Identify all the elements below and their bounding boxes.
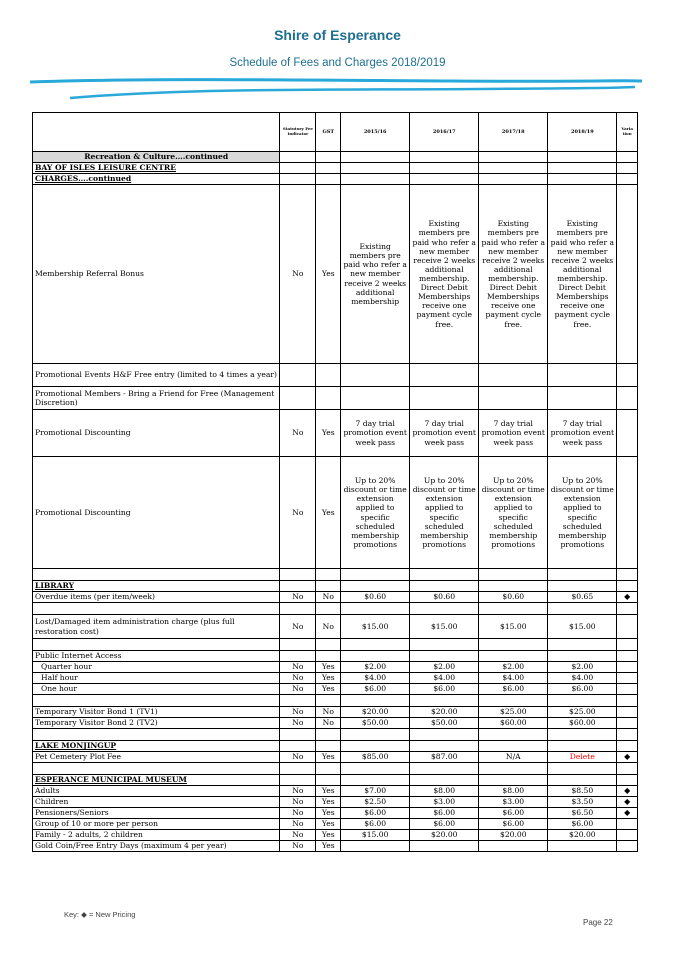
fee-2015-16: $0.60 — [341, 592, 410, 603]
fee-2016-17: $3.00 — [410, 797, 479, 808]
header-gst: GST — [316, 113, 341, 152]
fee-2018-19: $20.00 — [548, 830, 617, 841]
fee-2017-18: $2.00 — [479, 662, 548, 673]
stat-cell: No — [280, 615, 316, 639]
gst-cell: No — [316, 707, 341, 718]
fee-2017-18: $6.00 — [479, 684, 548, 695]
gst-cell: No — [316, 718, 341, 729]
fee-2017-18: $6.00 — [479, 819, 548, 830]
fee-2017-18: $0.60 — [479, 592, 548, 603]
fee-2018-19: $6.00 — [548, 684, 617, 695]
table-row — [33, 673, 638, 684]
table-row — [33, 797, 638, 808]
table-row — [33, 752, 638, 763]
header-2018-19: 2018/19 — [548, 113, 617, 152]
fee-2015-16: $15.00 — [341, 830, 410, 841]
spacer-row — [33, 603, 638, 615]
row-label: Promotional Discounting — [33, 410, 280, 457]
table-row — [33, 662, 638, 673]
fee-2015-16: $4.00 — [341, 673, 410, 684]
row-label: Half hour — [33, 673, 280, 684]
gst-cell: Yes — [316, 786, 341, 797]
gst-cell: Yes — [316, 457, 341, 569]
fee-2015-16: $2.00 — [341, 662, 410, 673]
table-row — [33, 651, 638, 662]
fee-2015-16: $15.00 — [341, 615, 410, 639]
row-label: Gold Coin/Free Entry Days (maximum 4 per year) — [33, 841, 280, 852]
subsection-museum: ESPERANCE MUNICIPAL MUSEUM — [33, 775, 280, 786]
new-pricing-diamond-icon: ◆ — [617, 752, 638, 763]
table-row — [33, 819, 638, 830]
row-label: Adults — [33, 786, 280, 797]
gst-cell: Yes — [316, 830, 341, 841]
header-2016-17: 2016/17 — [410, 113, 479, 152]
fee-2016-17: $20.00 — [410, 707, 479, 718]
row-label: Promotional Events H&F Free entry (limited to 4 times a year) — [33, 364, 280, 387]
fee-2017-18: $4.00 — [479, 673, 548, 684]
row-label: Family - 2 adults, 2 children — [33, 830, 280, 841]
fee-2017-18: $6.00 — [479, 808, 548, 819]
new-pricing-diamond-icon: ◆ — [617, 592, 638, 603]
subsection-charges: CHARGES….continued — [33, 174, 280, 185]
table-row — [33, 457, 638, 569]
row-label: Pensioners/Seniors — [33, 808, 280, 819]
header-description — [33, 113, 280, 152]
stat-cell: No — [280, 410, 316, 457]
table-row — [33, 410, 638, 457]
header-2015-16: 2015/16 — [341, 113, 410, 152]
fee-2017-18: Existing members pre paid who refer a new member receive 2 weeks additional membership. Direct Debit Memberships receive one payment cycle free. — [479, 185, 548, 364]
section-recreation: Recreation & Culture….continued — [33, 152, 280, 163]
table-row — [33, 786, 638, 797]
row-label: Overdue items (per item/week) — [33, 592, 280, 603]
fee-2015-16: $6.00 — [341, 684, 410, 695]
fee-2017-18: 7 day trial promotion event week pass — [479, 410, 548, 457]
gst-cell: Yes — [316, 662, 341, 673]
spacer-row — [33, 695, 638, 707]
fee-2018-19: Up to 20% discount or time extension applied to specific scheduled membership promotions — [548, 457, 617, 569]
gst-cell: Yes — [316, 185, 341, 364]
fee-2015-16: $20.00 — [341, 707, 410, 718]
stat-cell: No — [280, 684, 316, 695]
row-label: Public Internet Access — [33, 651, 280, 662]
fee-2018-19: 7 day trial promotion event week pass — [548, 410, 617, 457]
table-row — [33, 684, 638, 695]
subsection-row — [33, 741, 638, 752]
table-row — [33, 364, 638, 387]
fee-2015-16: Up to 20% discount or time extension applied to specific scheduled membership promotions — [341, 457, 410, 569]
fee-2018-19: $6.50 — [548, 808, 617, 819]
fee-2015-16: $50.00 — [341, 718, 410, 729]
fee-2018-19: $3.50 — [548, 797, 617, 808]
stat-cell: No — [280, 707, 316, 718]
header-2017-18: 2017/18 — [479, 113, 548, 152]
subsection-library: LIBRARY — [33, 581, 280, 592]
fee-2015-16: $6.00 — [341, 819, 410, 830]
stat-cell: No — [280, 457, 316, 569]
fee-2016-17: Up to 20% discount or time extension applied to specific scheduled membership promotions — [410, 457, 479, 569]
gst-cell: Yes — [316, 797, 341, 808]
gst-cell: Yes — [316, 808, 341, 819]
fee-2015-16: $7.00 — [341, 786, 410, 797]
table-row — [33, 707, 638, 718]
stat-cell: No — [280, 819, 316, 830]
fee-2017-18: $60.00 — [479, 718, 548, 729]
fee-2017-18: $15.00 — [479, 615, 548, 639]
fee-2016-17: $0.60 — [410, 592, 479, 603]
subsection-row — [33, 174, 638, 185]
fee-2018-19: $25.00 — [548, 707, 617, 718]
page-number: Page 22 — [583, 918, 613, 927]
fee-2018-19: $60.00 — [548, 718, 617, 729]
fee-2017-18: $25.00 — [479, 707, 548, 718]
table-row — [33, 387, 638, 410]
gst-cell: Yes — [316, 752, 341, 763]
stat-cell: No — [280, 673, 316, 684]
fee-2016-17: $2.00 — [410, 662, 479, 673]
fee-2017-18: N/A — [479, 752, 548, 763]
pricing-key-legend: Key: ◆ = New Pricing — [64, 910, 136, 919]
row-label: Quarter hour — [33, 662, 280, 673]
table-row — [33, 592, 638, 603]
spacer-row — [33, 639, 638, 651]
row-label: Promotional Members - Bring a Friend for Free (Management Discretion) — [33, 387, 280, 410]
table-row — [33, 830, 638, 841]
row-label: Children — [33, 797, 280, 808]
fees-table — [32, 112, 638, 852]
new-pricing-diamond-icon: ◆ — [617, 808, 638, 819]
fee-2017-18: $8.00 — [479, 786, 548, 797]
row-label: Lost/Damaged item administration charge (plus full restoration cost) — [33, 615, 280, 639]
fee-2015-16: $6.00 — [341, 808, 410, 819]
header-variation: Varia tion — [617, 113, 638, 152]
fee-2018-19: $15.00 — [548, 615, 617, 639]
spacer-row — [33, 763, 638, 775]
document-subtitle: Schedule of Fees and Charges 2018/2019 — [229, 57, 446, 69]
fee-2016-17: $20.00 — [410, 830, 479, 841]
stat-cell: No — [280, 185, 316, 364]
stat-cell: No — [280, 592, 316, 603]
fee-2016-17: $4.00 — [410, 673, 479, 684]
fee-2016-17: 7 day trial promotion event week pass — [410, 410, 479, 457]
fee-2018-19: $6.00 — [548, 819, 617, 830]
stat-cell: No — [280, 786, 316, 797]
row-label: Temporary Visitor Bond 1 (TV1) — [33, 707, 280, 718]
table-row — [33, 841, 638, 852]
table-header-row — [33, 113, 638, 152]
row-label: Group of 10 or more per person — [33, 819, 280, 830]
spacer-row — [33, 729, 638, 741]
fee-2016-17: $87.00 — [410, 752, 479, 763]
new-pricing-diamond-icon: ◆ — [617, 786, 638, 797]
subsection-row — [33, 775, 638, 786]
table-row — [33, 718, 638, 729]
gst-cell: Yes — [316, 684, 341, 695]
fee-2018-19: $4.00 — [548, 673, 617, 684]
fee-2015-16: Existing members pre paid who refer a new member receive 2 weeks additional membership — [341, 185, 410, 364]
fee-2018-19: $8.50 — [548, 786, 617, 797]
fee-2018-19-delete: Delete — [548, 752, 617, 763]
gst-cell: Yes — [316, 673, 341, 684]
stat-cell: No — [280, 830, 316, 841]
gst-cell: No — [316, 592, 341, 603]
gst-cell: Yes — [316, 819, 341, 830]
fee-2016-17: $15.00 — [410, 615, 479, 639]
fee-2016-17: $6.00 — [410, 684, 479, 695]
stat-cell: No — [280, 808, 316, 819]
row-label: Promotional Discounting — [33, 457, 280, 569]
fee-2015-16: $2.50 — [341, 797, 410, 808]
table-row — [33, 808, 638, 819]
stat-cell: No — [280, 718, 316, 729]
fee-2016-17: $6.00 — [410, 808, 479, 819]
fee-2015-16: $85.00 — [341, 752, 410, 763]
gst-cell: Yes — [316, 410, 341, 457]
new-pricing-diamond-icon: ◆ — [617, 797, 638, 808]
row-label: One hour — [33, 684, 280, 695]
stat-cell: No — [280, 752, 316, 763]
stat-cell: No — [280, 841, 316, 852]
stat-cell: No — [280, 662, 316, 673]
header-statutory-fee: Statutory Fee Indicator — [280, 113, 316, 152]
fee-2017-18: $3.00 — [479, 797, 548, 808]
row-label: Temporary Visitor Bond 2 (TV2) — [33, 718, 280, 729]
fee-2016-17: $6.00 — [410, 819, 479, 830]
table-row — [33, 185, 638, 364]
section-row — [33, 152, 638, 163]
fee-2017-18: $20.00 — [479, 830, 548, 841]
header-swoosh-decoration — [30, 76, 645, 104]
document-title: Shire of Esperance — [274, 27, 401, 43]
subsection-lake-monjingup: LAKE MONJINGUP — [33, 741, 280, 752]
fee-2016-17: $8.00 — [410, 786, 479, 797]
fee-2018-19: $2.00 — [548, 662, 617, 673]
fee-2016-17: $50.00 — [410, 718, 479, 729]
fee-2015-16: 7 day trial promotion event week pass — [341, 410, 410, 457]
fee-2017-18: Up to 20% discount or time extension applied to specific scheduled membership promotions — [479, 457, 548, 569]
stat-cell: No — [280, 797, 316, 808]
subsection-bay-of-isles: BAY OF ISLES LEISURE CENTRE — [33, 163, 280, 174]
fee-2018-19: Existing members pre paid who refer a new member receive 2 weeks additional membership. Direct Debit Memberships receive one payment cycle free. — [548, 185, 617, 364]
fee-2016-17: Existing members pre paid who refer a new member receive 2 weeks additional membership. Direct Debit Memberships receive one payment cycle free. — [410, 185, 479, 364]
table-row — [33, 615, 638, 639]
subsection-row — [33, 581, 638, 592]
row-label: Membership Referral Bonus — [33, 185, 280, 364]
gst-cell: No — [316, 615, 341, 639]
gst-cell: Yes — [316, 841, 341, 852]
subsection-row — [33, 163, 638, 174]
spacer-row — [33, 569, 638, 581]
fee-2018-19: $0.65 — [548, 592, 617, 603]
row-label: Pet Cemetery Plot Fee — [33, 752, 280, 763]
